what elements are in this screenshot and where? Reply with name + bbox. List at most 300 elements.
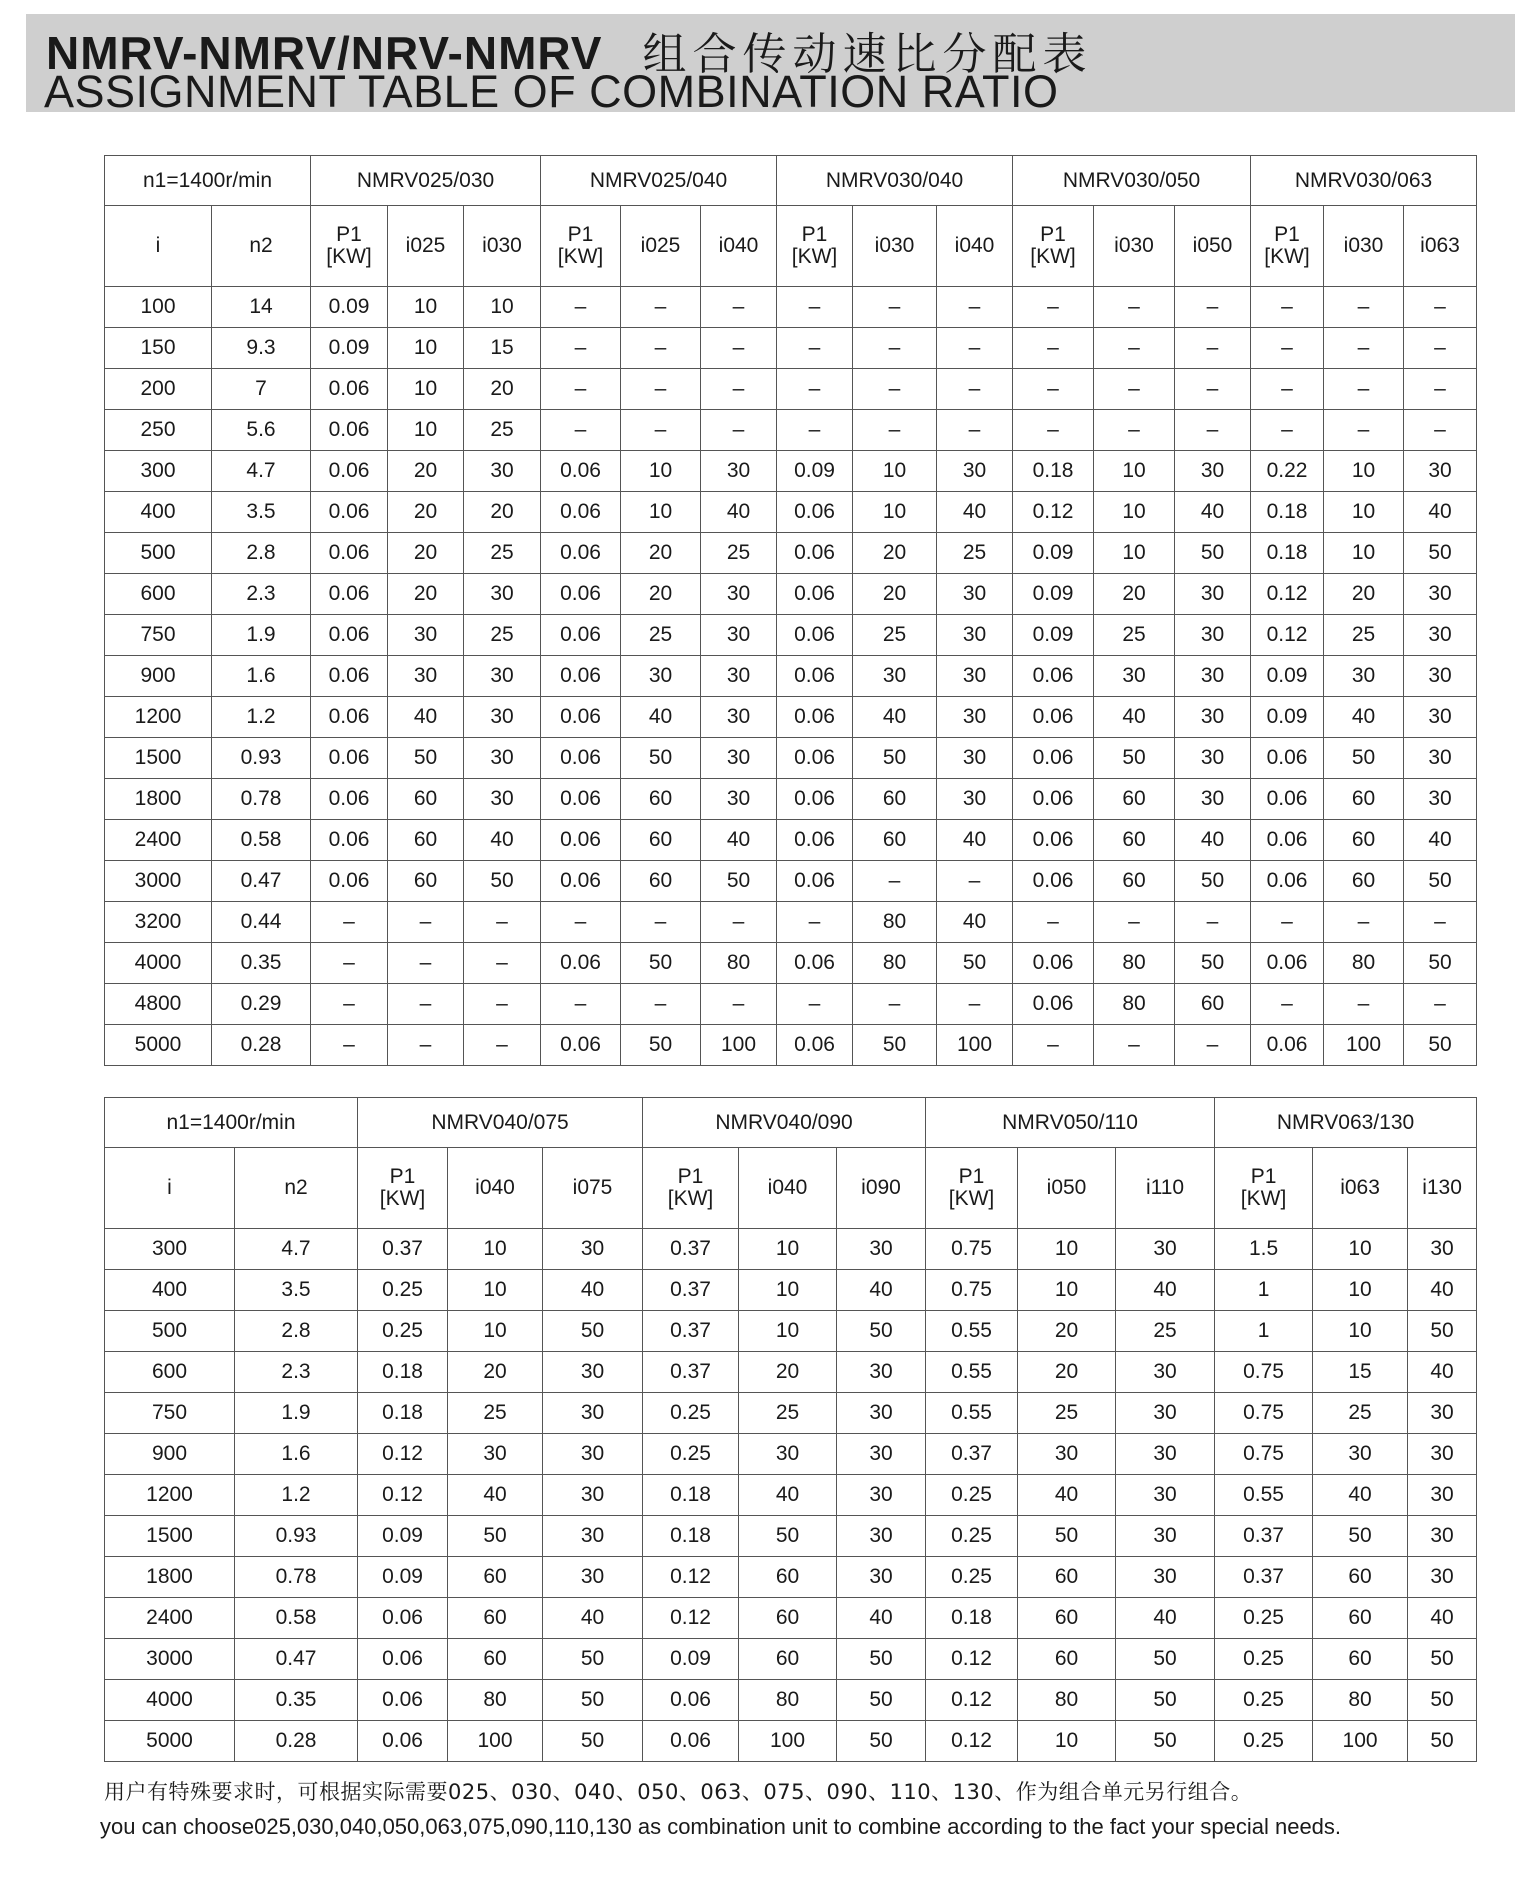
table-cell: 0.06 [777, 1025, 853, 1066]
table-cell: 0.06 [541, 492, 621, 533]
table-cell: 60 [1324, 820, 1404, 861]
table-cell: – [937, 410, 1013, 451]
table-cell: 0.09 [311, 328, 388, 369]
table-cell: 50 [1175, 861, 1251, 902]
title-en: NMRV-NMRV/NRV-NMRV [46, 27, 603, 79]
table-cell: – [1324, 410, 1404, 451]
p1-header [777, 206, 853, 287]
table-cell: 100 [448, 1721, 543, 1762]
table-cell: 0.06 [1013, 943, 1094, 984]
table-cell: 40 [1408, 1270, 1477, 1311]
table-cell: 30 [464, 574, 541, 615]
p1-unit: [KW] [326, 244, 372, 268]
table-cell: 30 [701, 656, 777, 697]
table-cell: 60 [739, 1557, 837, 1598]
table-cell: – [1251, 287, 1324, 328]
table-cell: 0.09 [1013, 615, 1094, 656]
table-cell: – [1251, 902, 1324, 943]
table-cell: 50 [1404, 861, 1477, 902]
table-cell: 0.12 [926, 1721, 1018, 1762]
table-cell: 1800 [105, 779, 212, 820]
table-cell: 10 [388, 287, 464, 328]
table-cell: 30 [543, 1229, 643, 1270]
table-cell: 10 [621, 451, 701, 492]
table-cell: 60 [388, 861, 464, 902]
table-row [105, 1434, 1477, 1475]
table-cell: – [777, 369, 853, 410]
table-cell: – [1324, 287, 1404, 328]
table-cell: 20 [464, 492, 541, 533]
table-cell: – [1013, 369, 1094, 410]
table-cell: 0.06 [541, 943, 621, 984]
table-cell: 20 [1018, 1311, 1116, 1352]
table-cell: 10 [448, 1270, 543, 1311]
table-cell: – [541, 328, 621, 369]
table-cell: 1800 [105, 1557, 235, 1598]
table-cell: 50 [621, 1025, 701, 1066]
table-cell: 30 [1313, 1434, 1408, 1475]
table-cell: 30 [701, 574, 777, 615]
table-row [105, 779, 1477, 820]
table-cell: – [1404, 902, 1477, 943]
table-cell: 1 [1215, 1311, 1313, 1352]
table-cell: 30 [1408, 1393, 1477, 1434]
table-cell: – [621, 902, 701, 943]
table-cell: 80 [853, 902, 937, 943]
table-cell: 750 [105, 615, 212, 656]
table-cell: 30 [1404, 574, 1477, 615]
p1-label: P1 [1040, 222, 1066, 246]
col-header: i040 [937, 206, 1013, 287]
table-cell: 30 [701, 697, 777, 738]
table-cell: – [701, 287, 777, 328]
table-cell: 1.2 [235, 1475, 358, 1516]
table-cell: 0.06 [541, 779, 621, 820]
table-cell: 0.55 [1215, 1475, 1313, 1516]
table-cell: – [1324, 984, 1404, 1025]
table-cell: – [1094, 410, 1175, 451]
table-row [105, 492, 1477, 533]
table-cell: 0.06 [311, 492, 388, 533]
table-cell: – [777, 287, 853, 328]
table-cell: 30 [543, 1393, 643, 1434]
col-header: i063 [1313, 1148, 1408, 1229]
table-cell: 30 [1175, 697, 1251, 738]
p1-header [1013, 206, 1094, 287]
table-cell: 600 [105, 1352, 235, 1393]
table-cell: 0.55 [926, 1393, 1018, 1434]
table-cell: 60 [448, 1557, 543, 1598]
table-cell: 10 [739, 1270, 837, 1311]
p1-header [358, 1148, 448, 1229]
table-cell: 0.06 [358, 1680, 448, 1721]
table-cell: 80 [739, 1680, 837, 1721]
table-cell: 0.18 [1251, 533, 1324, 574]
table-row [105, 1352, 1477, 1393]
table-cell: – [1094, 902, 1175, 943]
table-cell: 50 [837, 1311, 926, 1352]
col-header: i025 [388, 206, 464, 287]
table-cell: 0.06 [777, 738, 853, 779]
table-cell: 0.06 [541, 861, 621, 902]
table-cell: 0.06 [358, 1639, 448, 1680]
table-cell: 2.8 [212, 533, 311, 574]
table-cell: – [777, 984, 853, 1025]
table-cell: 0.78 [235, 1557, 358, 1598]
table-cell: 0.37 [358, 1229, 448, 1270]
table-cell: – [701, 984, 777, 1025]
table-cell: 0.06 [1251, 943, 1324, 984]
table-cell: – [853, 861, 937, 902]
col-n2-header: n2 [235, 1148, 358, 1229]
table-cell: 60 [1313, 1557, 1408, 1598]
table-cell: 25 [937, 533, 1013, 574]
table-cell: 25 [464, 410, 541, 451]
table-cell: 0.06 [541, 615, 621, 656]
table-cell: 60 [1018, 1639, 1116, 1680]
table-cell: 50 [1408, 1639, 1477, 1680]
table-row [105, 1393, 1477, 1434]
p1-header [643, 1148, 739, 1229]
table-cell: – [1175, 410, 1251, 451]
table-cell: 30 [837, 1229, 926, 1270]
table-cell: 0.37 [643, 1270, 739, 1311]
p1-label: P1 [389, 1164, 416, 1188]
table-cell: 10 [739, 1311, 837, 1352]
table-cell: 40 [1116, 1270, 1215, 1311]
table-cell: 0.25 [1215, 1721, 1313, 1762]
table-cell: 30 [543, 1516, 643, 1557]
table-cell: 60 [1094, 779, 1175, 820]
table-cell: – [1251, 984, 1324, 1025]
table-cell: 60 [853, 820, 937, 861]
table-cell: 30 [1404, 779, 1477, 820]
table-row [105, 984, 1477, 1025]
table-cell: 25 [1018, 1393, 1116, 1434]
table-cell: 0.37 [926, 1434, 1018, 1475]
table-cell: 0.18 [643, 1475, 739, 1516]
table-row [105, 1311, 1477, 1352]
table-cell: 0.09 [358, 1557, 448, 1598]
table-cell: 60 [1324, 779, 1404, 820]
table-cell: 0.06 [777, 697, 853, 738]
table-cell: 50 [1404, 533, 1477, 574]
table-cell: 0.06 [311, 861, 388, 902]
table-cell: – [1251, 410, 1324, 451]
table-cell: 10 [1313, 1229, 1408, 1270]
table-cell: 0.06 [777, 615, 853, 656]
table-cell: 40 [388, 697, 464, 738]
table-cell: 0.06 [358, 1598, 448, 1639]
group-name: NMRV030/063 [1251, 156, 1477, 206]
col-header: i040 [739, 1148, 837, 1229]
table-cell: – [1324, 902, 1404, 943]
table-cell: 25 [1324, 615, 1404, 656]
table-row [105, 1557, 1477, 1598]
table-cell: 30 [937, 779, 1013, 820]
table-2-body [105, 1098, 1477, 1762]
table-cell: 0.37 [643, 1229, 739, 1270]
table-cell: 30 [1404, 656, 1477, 697]
table-cell: 30 [701, 738, 777, 779]
table-cell: – [464, 984, 541, 1025]
table-cell: – [541, 287, 621, 328]
group-name: NMRV025/030 [311, 156, 541, 206]
page-header [26, 14, 1515, 117]
table-cell: 40 [1175, 820, 1251, 861]
col-header: i110 [1116, 1148, 1215, 1229]
table-cell: 10 [1018, 1229, 1116, 1270]
table-cell: 3000 [105, 861, 212, 902]
table-cell: 0.18 [1251, 492, 1324, 533]
table-cell: 3200 [105, 902, 212, 943]
table-cell: 3.5 [212, 492, 311, 533]
table-cell: 1.6 [235, 1434, 358, 1475]
table-cell: 400 [105, 492, 212, 533]
table-cell: 25 [1116, 1311, 1215, 1352]
table-cell: 2.8 [235, 1311, 358, 1352]
table-cell: 0.25 [926, 1557, 1018, 1598]
table-cell: 50 [543, 1639, 643, 1680]
table-cell: 40 [1116, 1598, 1215, 1639]
table-cell: – [937, 369, 1013, 410]
table-cell: 0.06 [311, 656, 388, 697]
table-cell: 30 [1116, 1557, 1215, 1598]
table-cell: 0.06 [777, 779, 853, 820]
table-cell: 25 [853, 615, 937, 656]
table-cell: 0.06 [643, 1721, 739, 1762]
table-cell: 30 [1116, 1229, 1215, 1270]
table-row [105, 656, 1477, 697]
table-cell: – [1324, 369, 1404, 410]
table-cell: 20 [448, 1352, 543, 1393]
group-name: NMRV025/040 [541, 156, 777, 206]
table-cell: 0.22 [1251, 451, 1324, 492]
table-cell: 0.06 [777, 820, 853, 861]
table-cell: 0.06 [541, 1025, 621, 1066]
table-cell: 15 [1313, 1352, 1408, 1393]
table-cell: – [1013, 328, 1094, 369]
table-cell: 250 [105, 410, 212, 451]
table-cell: 80 [448, 1680, 543, 1721]
table-cell: 50 [837, 1721, 926, 1762]
speed-label: n1=1400r/min [105, 1098, 358, 1148]
table-cell: 40 [621, 697, 701, 738]
col-header: i030 [464, 206, 541, 287]
table-cell: 5000 [105, 1721, 235, 1762]
col-header: i030 [1094, 206, 1175, 287]
table-cell: 30 [543, 1557, 643, 1598]
table-cell: 30 [1404, 697, 1477, 738]
table-cell: 30 [448, 1434, 543, 1475]
table-cell: 10 [388, 328, 464, 369]
table-cell: – [1013, 410, 1094, 451]
table-cell: 20 [853, 533, 937, 574]
note-english: you can choose025,030,040,050,063,075,090,110,130 as combination unit to combine according to the fact your special needs. [100, 1814, 1342, 1839]
table-cell: 20 [464, 369, 541, 410]
table-cell: 0.75 [926, 1270, 1018, 1311]
table-cell: 400 [105, 1270, 235, 1311]
table-cell: 30 [937, 451, 1013, 492]
table-cell: – [1175, 1025, 1251, 1066]
table-cell: 30 [1175, 779, 1251, 820]
table-cell: 0.35 [212, 943, 311, 984]
col-header: i025 [621, 206, 701, 287]
table-cell: 0.06 [311, 369, 388, 410]
table-cell: 30 [937, 574, 1013, 615]
table-1-title-row [105, 156, 1477, 206]
table-cell: – [777, 328, 853, 369]
table-cell: 30 [1404, 738, 1477, 779]
table-cell: 50 [1324, 738, 1404, 779]
table-row [105, 1025, 1477, 1066]
table-cell: – [388, 902, 464, 943]
table-row [105, 615, 1477, 656]
table-row [105, 943, 1477, 984]
col-i-header: i [105, 206, 212, 287]
table-cell: 10 [1324, 451, 1404, 492]
table-cell: 30 [837, 1516, 926, 1557]
table-cell: 60 [1324, 861, 1404, 902]
table-cell: 0.06 [777, 861, 853, 902]
table-cell: 0.12 [643, 1557, 739, 1598]
table-cell: 25 [1094, 615, 1175, 656]
table-cell: 0.06 [1013, 820, 1094, 861]
table-cell: 20 [1094, 574, 1175, 615]
table-cell: 60 [448, 1598, 543, 1639]
table-cell: 80 [853, 943, 937, 984]
table-cell: 30 [837, 1475, 926, 1516]
table-cell: 0.25 [358, 1270, 448, 1311]
table-cell: 0.06 [311, 738, 388, 779]
table-cell: 0.12 [358, 1475, 448, 1516]
table-cell: 25 [621, 615, 701, 656]
table-1-header-row [105, 206, 1477, 287]
table-cell: – [621, 369, 701, 410]
table-cell: 40 [1404, 492, 1477, 533]
table-cell: 25 [448, 1393, 543, 1434]
p1-unit: [KW] [791, 244, 838, 268]
table-cell: 40 [701, 492, 777, 533]
table-cell: – [1404, 369, 1477, 410]
table-cell: 0.47 [235, 1639, 358, 1680]
table-cell: 80 [1094, 984, 1175, 1025]
table-cell: 4800 [105, 984, 212, 1025]
table-cell: 50 [1116, 1680, 1215, 1721]
table-cell: 0.12 [926, 1639, 1018, 1680]
table-cell: 0.18 [1013, 451, 1094, 492]
ratio-table-2 [104, 1097, 1477, 1762]
table-cell: 0.12 [1251, 615, 1324, 656]
table-cell: 40 [1324, 697, 1404, 738]
table-cell: 10 [1018, 1721, 1116, 1762]
table-cell: 30 [388, 615, 464, 656]
table-cell: 30 [837, 1393, 926, 1434]
table-cell: 0.18 [358, 1393, 448, 1434]
table-cell: 10 [1313, 1311, 1408, 1352]
group-name: NMRV040/090 [643, 1098, 926, 1148]
table-cell: 1.6 [212, 656, 311, 697]
p1-unit: [KW] [948, 1186, 995, 1210]
table-cell: 50 [853, 738, 937, 779]
col-header: i090 [837, 1148, 926, 1229]
table-cell: 0.28 [235, 1721, 358, 1762]
table-cell: 0.25 [926, 1516, 1018, 1557]
table-cell: – [621, 984, 701, 1025]
table-cell: 0.58 [235, 1598, 358, 1639]
table-cell: 50 [388, 738, 464, 779]
table-cell: – [1094, 287, 1175, 328]
table-cell: 0.25 [1215, 1639, 1313, 1680]
table-cell: 25 [739, 1393, 837, 1434]
table-cell: 0.06 [541, 820, 621, 861]
table-cell: 50 [543, 1721, 643, 1762]
table-cell: 30 [701, 779, 777, 820]
table-cell: 0.06 [777, 656, 853, 697]
table-cell: 0.06 [1013, 697, 1094, 738]
table-cell: 10 [388, 369, 464, 410]
table-cell: 0.06 [311, 410, 388, 451]
table-cell: 30 [1116, 1352, 1215, 1393]
table-cell: 100 [1313, 1721, 1408, 1762]
table-1-body [105, 156, 1477, 1066]
table-cell: 20 [621, 533, 701, 574]
p1-unit: [KW] [1030, 244, 1076, 268]
table-cell: 14 [212, 287, 311, 328]
table-cell: 50 [621, 738, 701, 779]
table-cell: 50 [837, 1639, 926, 1680]
p1-label: P1 [801, 222, 828, 246]
table-cell: 4000 [105, 1680, 235, 1721]
p1-header [311, 206, 388, 287]
table-cell: 0.06 [1251, 1025, 1324, 1066]
table-cell: 100 [937, 1025, 1013, 1066]
table-cell: – [464, 1025, 541, 1066]
table-cell: 30 [937, 656, 1013, 697]
col-header: i130 [1408, 1148, 1477, 1229]
table-cell: 50 [1313, 1516, 1408, 1557]
table-cell: 0.09 [1251, 697, 1324, 738]
table-cell: 5.6 [212, 410, 311, 451]
table-cell: 40 [837, 1598, 926, 1639]
table-cell: 0.06 [1251, 820, 1324, 861]
table-cell: – [1094, 328, 1175, 369]
table-cell: – [1175, 328, 1251, 369]
table-cell: 0.06 [541, 656, 621, 697]
table-cell: 50 [937, 943, 1013, 984]
table-cell: 40 [1175, 492, 1251, 533]
p1-unit: [KW] [1240, 1186, 1287, 1210]
table-cell: 60 [1094, 820, 1175, 861]
table-cell: – [464, 902, 541, 943]
table-cell: 0.25 [926, 1475, 1018, 1516]
table-row [105, 369, 1477, 410]
table-cell: – [1094, 369, 1175, 410]
table-cell: 30 [1324, 656, 1404, 697]
table-cell: 0.75 [926, 1229, 1018, 1270]
table-cell: 20 [1018, 1352, 1116, 1393]
table-cell: – [853, 369, 937, 410]
table-row [105, 1475, 1477, 1516]
table-cell: 40 [1408, 1352, 1477, 1393]
table-cell: 30 [837, 1557, 926, 1598]
table-cell: 1200 [105, 697, 212, 738]
table-cell: 40 [837, 1270, 926, 1311]
table-cell: 0.12 [1013, 492, 1094, 533]
table-cell: 30 [543, 1434, 643, 1475]
table-cell: 30 [464, 738, 541, 779]
p1-label: P1 [1274, 222, 1300, 246]
